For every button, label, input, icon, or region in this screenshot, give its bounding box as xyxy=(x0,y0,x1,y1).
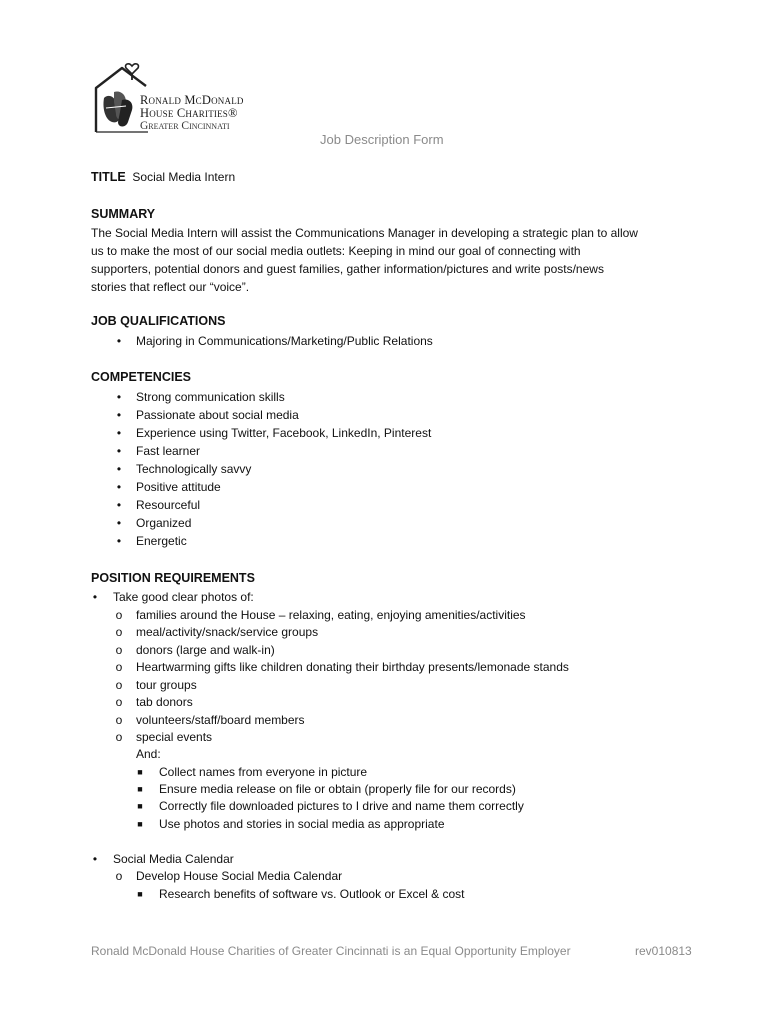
square-bullet-icon: ■ xyxy=(137,767,143,777)
summary-line: stories that reflect our “voice”. xyxy=(91,280,250,294)
bullet-icon: • xyxy=(116,534,122,548)
competencies-heading: COMPETENCIES xyxy=(91,370,192,384)
bullet-icon: • xyxy=(116,408,122,422)
logo-wordmark xyxy=(140,94,244,133)
job-title-value: Social Media Intern xyxy=(132,170,236,184)
summary-line: supporters, potential donors and guest families, gather information/pictures and write posts/news xyxy=(91,262,604,276)
logo-line-2: House Charities® xyxy=(140,106,238,120)
photo-subitem: tab donors xyxy=(136,695,193,709)
competency-item: Technologically savvy xyxy=(136,462,252,476)
rmhc-logo xyxy=(92,58,267,140)
job-title-line xyxy=(91,170,235,184)
photo-subitem: meal/activity/snack/service groups xyxy=(136,625,319,639)
circle-bullet-icon: o xyxy=(115,643,123,657)
summary-heading: SUMMARY xyxy=(91,207,156,221)
photo-subitem: volunteers/staff/board members xyxy=(136,713,305,727)
and-subitem: Use photos and stories in social media as appropriate xyxy=(159,817,445,831)
circle-bullet-icon: o xyxy=(115,869,123,883)
square-bullet-icon: ■ xyxy=(137,819,143,829)
summary-paragraph xyxy=(91,224,681,296)
revision-code: rev010813 xyxy=(635,944,692,958)
bullet-icon: • xyxy=(116,516,122,530)
photo-subitem: families around the House – relaxing, eating, enjoying amenities/activities xyxy=(136,608,526,622)
square-bullet-icon: ■ xyxy=(137,784,143,794)
bullet-icon: • xyxy=(116,444,122,458)
photo-subitem: tour groups xyxy=(136,678,197,692)
requirements-heading: POSITION REQUIREMENTS xyxy=(91,571,255,585)
photo-subitem: donors (large and walk-in) xyxy=(136,643,275,657)
bullet-icon: • xyxy=(116,390,122,404)
circle-bullet-icon: o xyxy=(115,695,123,709)
calendar-subitem: Develop House Social Media Calendar xyxy=(136,869,343,883)
square-bullet-icon: ■ xyxy=(137,889,143,899)
bullet-icon: • xyxy=(116,426,122,440)
competency-item: Passionate about social media xyxy=(136,408,299,422)
calendar-subsubitem: Research benefits of software vs. Outlook or Excel & cost xyxy=(159,887,465,901)
footer-eoe-text: Ronald McDonald House Charities of Greater Cincinnati is an Equal Opportunity Employer xyxy=(91,944,571,958)
calendar-item: Social Media Calendar xyxy=(113,852,234,866)
photo-subitem: Heartwarming gifts like children donating their birthday presents/lemonade stands xyxy=(136,660,569,674)
circle-bullet-icon: o xyxy=(115,730,123,744)
competency-item: Experience using Twitter, Facebook, LinkedIn, Pinterest xyxy=(136,426,432,440)
circle-bullet-icon: o xyxy=(115,678,123,692)
and-subitem: Correctly file downloaded pictures to I drive and name them correctly xyxy=(159,799,524,813)
competency-item: Fast learner xyxy=(136,444,201,458)
circle-bullet-icon: o xyxy=(115,608,123,622)
job-title-label: TITLE xyxy=(91,170,126,184)
bullet-icon: • xyxy=(116,480,122,494)
competency-item: Resourceful xyxy=(136,498,201,512)
competency-item: Positive attitude xyxy=(136,480,221,494)
and-subitem: Collect names from everyone in picture xyxy=(159,765,368,779)
qualification-item: Majoring in Communications/Marketing/Public Relations xyxy=(136,334,433,348)
logo-line-1: Ronald McDonald xyxy=(140,93,244,107)
square-bullet-icon: ■ xyxy=(137,801,143,811)
bullet-icon: • xyxy=(92,852,98,866)
photo-subitem: special events xyxy=(136,730,213,744)
bullet-icon: • xyxy=(116,462,122,476)
competency-item: Organized xyxy=(136,516,192,530)
competency-item: Strong communication skills xyxy=(136,390,285,404)
circle-bullet-icon: o xyxy=(115,713,123,727)
summary-line: us to make the most of our social media outlets: Keeping in mind our goal of connecting with xyxy=(91,244,581,258)
bullet-icon: • xyxy=(92,590,98,604)
form-title: Job Description Form xyxy=(320,132,444,147)
logo-line-3: Greater Cincinnati xyxy=(140,120,230,132)
summary-line: The Social Media Intern will assist the Communications Manager in developing a strategic plan to allow xyxy=(91,226,638,240)
and-label: And: xyxy=(136,747,161,761)
photos-item: Take good clear photos of: xyxy=(113,590,254,604)
circle-bullet-icon: o xyxy=(115,660,123,674)
qualifications-heading: JOB QUALIFICATIONS xyxy=(91,314,226,328)
bullet-icon: • xyxy=(116,498,122,512)
competency-item: Energetic xyxy=(136,534,187,548)
bullet-icon: • xyxy=(116,334,122,348)
circle-bullet-icon: o xyxy=(115,625,123,639)
and-subitem: Ensure media release on file or obtain (properly file for our records) xyxy=(159,782,516,796)
